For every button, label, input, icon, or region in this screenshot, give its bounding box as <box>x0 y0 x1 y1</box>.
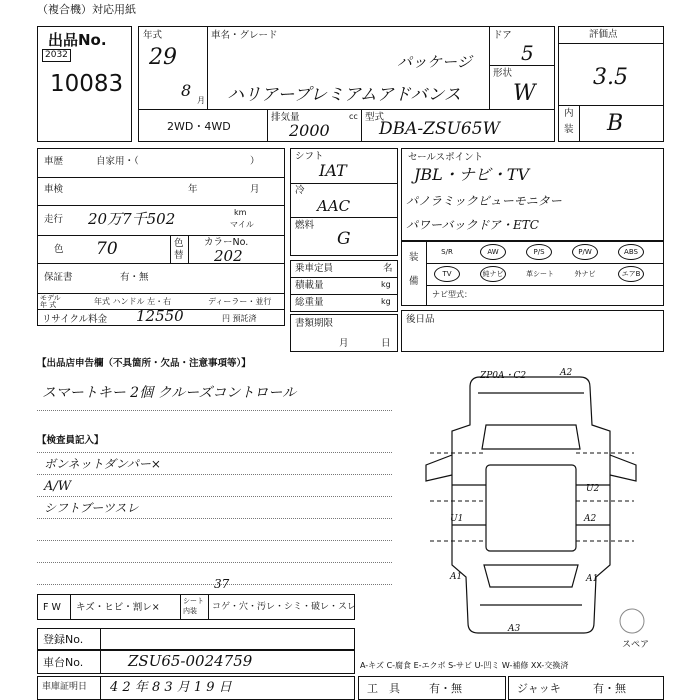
declaration-label: 【出品店申告欄（不具箇所・欠品・注意事項等）】 <box>37 358 251 369</box>
model-label: 型式 <box>365 112 385 123</box>
diagram-note-7: A1 <box>586 574 599 584</box>
month-unit: 月 <box>197 96 205 105</box>
interior-label-2: 装 <box>564 124 574 135</box>
aircon-label: 冷 <box>295 185 305 196</box>
load-label: 積載量 <box>295 280 324 291</box>
year-value: 29 <box>149 45 177 70</box>
seat-label-2: 内装 <box>183 607 197 615</box>
eq-abs: ABS <box>618 244 644 260</box>
inspection-month: 月 <box>250 184 260 195</box>
package-value: パッケージ <box>397 53 472 71</box>
inspection-label: 車検 <box>44 184 64 195</box>
sales-point-label: セールスポイント <box>408 152 484 163</box>
lot-small-number: 2032 <box>42 49 71 62</box>
doors-label: ドア <box>493 30 512 41</box>
color-no-label: カラーNo. <box>204 237 249 248</box>
name-label: 車名・グレード <box>211 30 278 41</box>
mileage-label: 走行 <box>44 214 64 225</box>
mileage-value: 20万7千502 <box>88 210 176 228</box>
reg-label: 登録No. <box>43 633 84 646</box>
cc-unit: cc <box>349 112 358 121</box>
shift-label: シフト <box>295 151 324 162</box>
eq-genuine-navi: 純ナビ <box>480 266 506 282</box>
year-label: 年式 <box>143 30 163 41</box>
record-close: ） <box>250 156 260 167</box>
recycle-value: 12550 <box>136 307 184 325</box>
color-label: 色 <box>54 244 64 255</box>
model-label: モデル <box>40 294 61 302</box>
capacity-unit: 名 <box>383 263 393 274</box>
gross-unit: kg <box>381 297 391 306</box>
color-value: 70 <box>96 239 118 259</box>
eq-airbag: エアB <box>618 266 644 282</box>
eq-ps: P/S <box>526 244 552 260</box>
mechanical-block <box>290 148 398 256</box>
equipment-label-1: 装 <box>409 252 419 263</box>
jack-options: 有・無 <box>593 682 626 695</box>
interior-value: B <box>607 111 624 136</box>
reg-row <box>37 628 355 650</box>
sales-point-line2: パノラミックビューモニター <box>406 194 562 208</box>
score-box <box>558 26 664 142</box>
jack-label: ジャッキ <box>517 682 561 695</box>
inspector-line1: ボンネットダンパー× <box>44 457 161 471</box>
cert-label: 車庫証明日 <box>42 682 88 692</box>
diagram-note-2: A2 <box>560 368 573 378</box>
after-items-block <box>401 310 664 352</box>
declaration-text: スマートキー 2個 クルーズコントロール <box>42 385 297 401</box>
jack-row <box>508 676 664 700</box>
docs-month: 月 <box>339 338 349 349</box>
inspection-year: 年 <box>188 184 198 195</box>
lot-label: 出品No. <box>48 31 107 49</box>
car-name-value: ハリアープレミアムアドバンス <box>227 85 461 105</box>
shift-value: IAT <box>319 161 347 180</box>
color-change-1: 色 <box>174 238 184 249</box>
docs-label: 書類期限 <box>295 318 334 329</box>
shape-label: 形状 <box>493 68 513 79</box>
docs-day: 日 <box>381 338 391 349</box>
docs-block <box>290 314 398 352</box>
diagram-note-6: A1 <box>450 572 463 582</box>
after-items-label: 後日品 <box>406 314 435 325</box>
interior-label-1: 内 <box>564 108 574 119</box>
sales-point-block <box>401 148 664 242</box>
diagram-note-3: U2 <box>586 484 600 494</box>
eq-pw: P/W <box>572 244 598 260</box>
inspector-line2: A/W <box>44 479 72 494</box>
history-block <box>37 148 285 326</box>
fuel-value: G <box>337 229 351 249</box>
fw-label: F W <box>43 602 61 613</box>
aircon-value: AAC <box>317 197 351 215</box>
vehicle-info-block <box>138 26 555 142</box>
sales-point-line3: パワーバックドア・ETC <box>406 218 539 232</box>
km-unit: km <box>234 208 247 217</box>
record-value: 自家用・（ <box>96 156 139 167</box>
model-value: DBA-ZSU65W <box>379 119 501 139</box>
seat-label-1: シート <box>183 597 204 605</box>
handle-side: 年式 ハンドル 左・右 <box>94 297 172 306</box>
score-label: 評価点 <box>589 29 618 40</box>
frame-value: ZSU65-0024759 <box>128 652 253 670</box>
cert-value: 4 2 年 8 3 月 1 9 日 <box>110 680 232 695</box>
form-title: （複合機）対応用紙 <box>37 3 136 16</box>
lot-number: 10083 <box>50 71 124 97</box>
diagram-note-5: A2 <box>584 514 597 524</box>
tools-label: 工 具 <box>367 682 400 695</box>
seat-items: コゲ・穴・汚レ・シミ・破レ・スレ <box>212 602 357 612</box>
recycle-label: リサイクル料金 <box>42 314 108 325</box>
capacity-block <box>290 260 398 312</box>
doors-value: 5 <box>521 41 534 65</box>
warranty-options: 有・無 <box>120 272 149 283</box>
lot-number-box <box>37 26 132 142</box>
load-unit: kg <box>381 280 391 289</box>
eq-tv: TV <box>434 266 460 282</box>
gross-label: 総重量 <box>295 297 324 308</box>
diagram-note-8: A3 <box>508 624 521 634</box>
model-sub: 年 式 <box>40 301 57 309</box>
fw-row <box>37 594 355 620</box>
displacement-label: 排気量 <box>271 112 300 123</box>
tools-options: 有・無 <box>429 682 462 695</box>
score-value: 3.5 <box>593 65 628 90</box>
month-value: 8 <box>181 81 192 100</box>
fw-items: キズ・ヒビ・割レ× <box>76 602 160 613</box>
eq-leather-seat: 革シート <box>526 270 554 278</box>
eq-sr: S/R <box>441 248 453 256</box>
eq-aw: AW <box>480 244 506 260</box>
color-no-value: 202 <box>214 247 243 265</box>
capacity-label: 乗車定員 <box>295 263 334 274</box>
inspector-label: 【検査員記入】 <box>37 435 104 446</box>
damage-legend: A-キズ C-腐食 E-エクボ S-サビ U-凹ミ W-補修 XX-交換済 <box>360 661 569 670</box>
frame-row <box>37 650 355 674</box>
mile-unit: マイル <box>230 220 254 229</box>
dealer-type: ディーラー・並行 <box>208 297 272 306</box>
inspector-line3: シフトブーツスレ <box>44 501 139 515</box>
recycle-unit: 円 預託済 <box>222 314 257 323</box>
equipment-block <box>401 240 664 306</box>
navi-model-label: ナビ型式： <box>432 290 472 299</box>
color-change-2: 替 <box>174 250 184 261</box>
shape-value: W <box>513 81 536 106</box>
displacement-value: 2000 <box>289 121 330 140</box>
frame-label: 車台No. <box>43 656 84 669</box>
fuel-label: 燃料 <box>295 220 315 231</box>
record-label: 車歴 <box>44 156 64 167</box>
tools-row <box>358 676 506 700</box>
car-damage-diagram <box>400 365 665 655</box>
diagram-note-1: ZP0A・C2 <box>480 371 527 381</box>
drive-label: 2WD・4WD <box>167 120 231 133</box>
diagram-note-4: U1 <box>450 514 464 524</box>
equipment-label-2: 備 <box>409 276 419 287</box>
sales-point-line1: JBL・ナビ・TV <box>414 165 530 184</box>
spare-label: スペア <box>622 640 650 650</box>
cert-row <box>37 676 355 700</box>
fw-note: 37 <box>214 577 230 591</box>
warranty-label: 保証書 <box>44 272 73 283</box>
eq-after-navi: 外ナビ <box>574 270 596 278</box>
